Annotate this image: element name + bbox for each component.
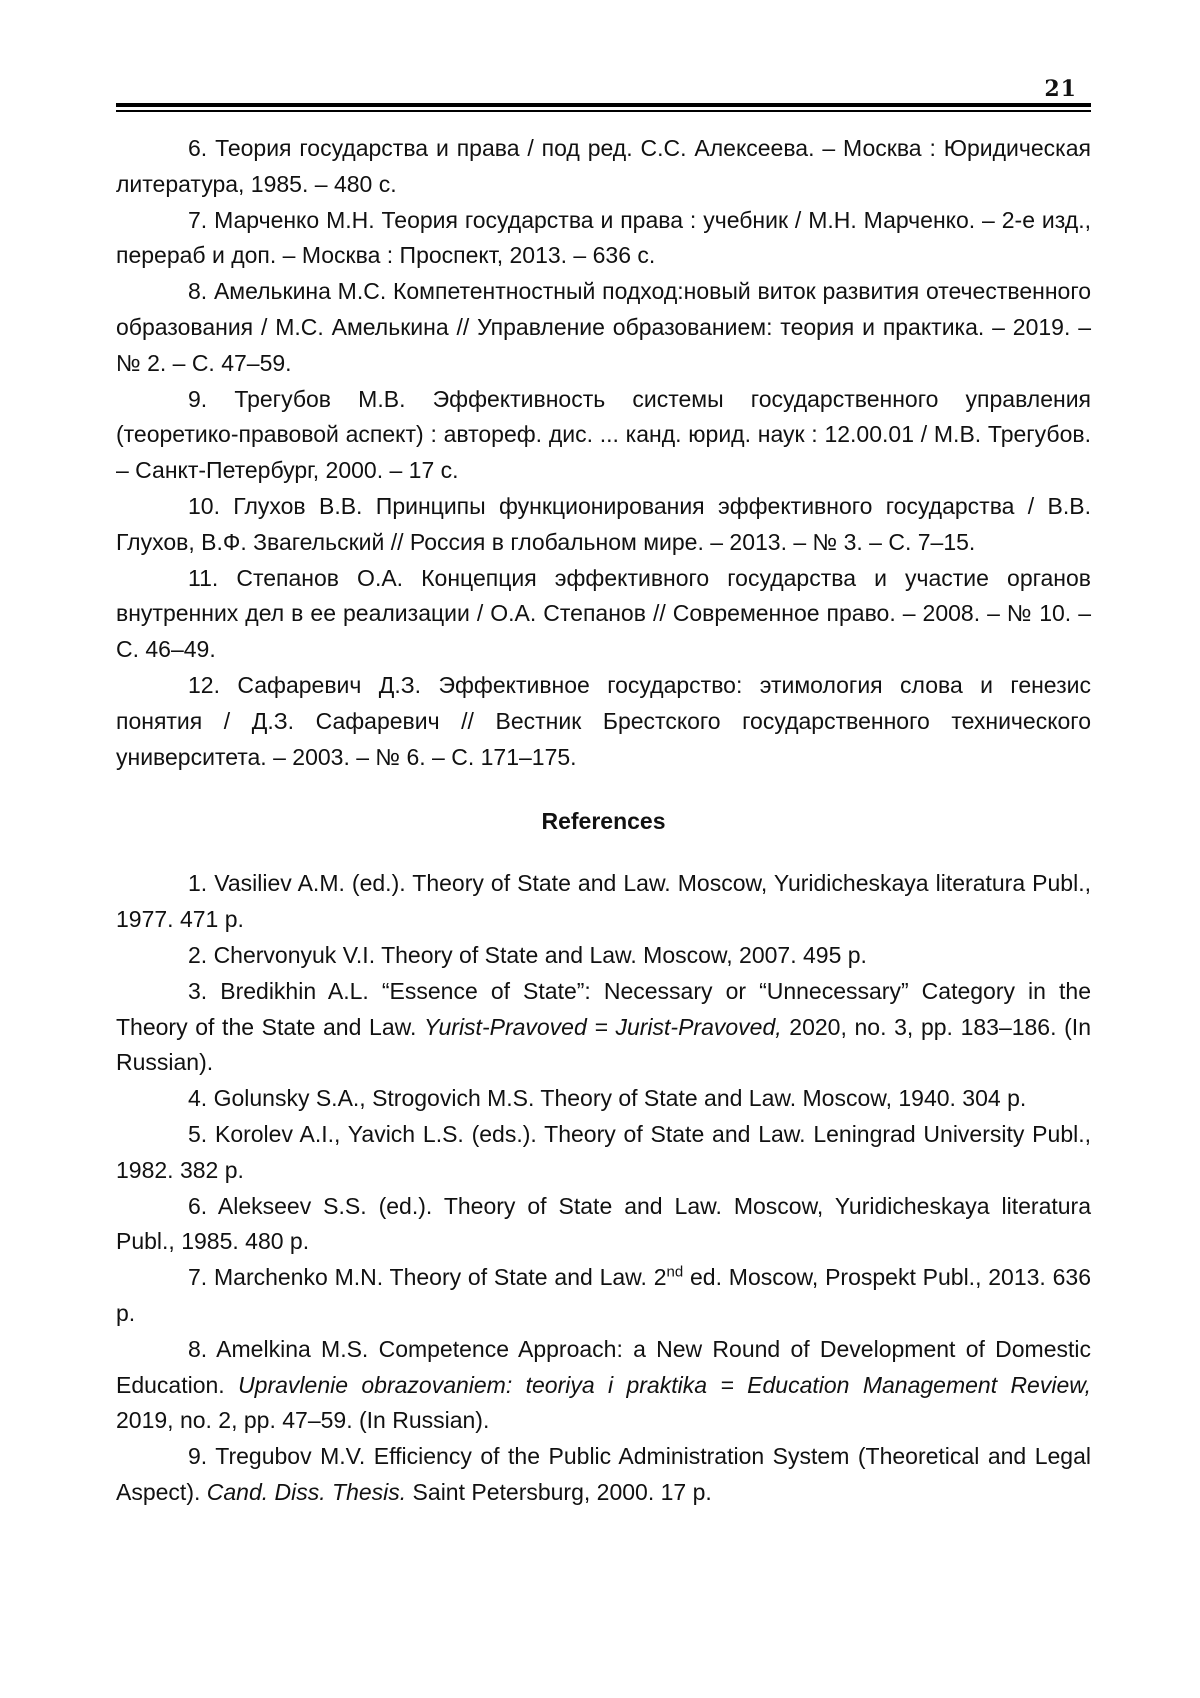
reference-text: 3. Bredikhin A.L. “Essence of State”: Necessary or “Unnecessary” Category in the Theory of the State and Law. (116, 977, 1091, 1040)
reference-entry: 11. Степанов О.А. Концепция эффективного государства и участие органов внутренних дел в ее реализации / О.А. Степанов // Современное право. – 2008. – № 10. – С. 46–49. (116, 564, 1091, 663)
reference-entry: 5. Korolev A.I., Yavich L.S. (eds.). Theory of State and Law. Leningrad University Publ., 1982. 382 p. (116, 1120, 1091, 1183)
reference-text: 9. Tregubov M.V. Efficiency of the Public Administration System (Theoretical and Legal Aspect). (116, 1443, 1091, 1505)
ordinal-superscript: nd (666, 1263, 684, 1281)
reference-thesis-type: Cand. Diss. Thesis. (206, 1478, 407, 1505)
page-number: 21 (1044, 76, 1077, 102)
reference-entry: 4. Golunsky S.A., Strogovich M.S. Theory of State and Law. Moscow, 1940. 304 p. (188, 1085, 1027, 1112)
reference-entry: 7. Марченко М.Н. Теория государства и права : учебник / М.Н. Марченко. – 2-е изд., перераб и доп. – Москва : Проспект, 2013. – 636 с. (116, 206, 1091, 269)
reference-text: 2020, no. 3, pp. 183–186. (In Russian). (116, 1013, 1091, 1076)
page-content (116, 131, 1091, 1511)
reference-entry: 6. Alekseev S.S. (ed.). Theory of State and Law. Moscow, Yuridicheskaya literatura Publ., 1985. 480 p. (116, 1192, 1091, 1255)
reference-entry: 9. Трегубов М.В. Эффективность системы государственного управления (теоретико-правовой аспект) : автореф. дис. ... канд. юрид. наук : 12.00.01 / М.В. Трегубов. – Санкт-Петербург, 2000. – 17 с. (116, 385, 1091, 484)
reference-entry (116, 1332, 1091, 1439)
reference-entry (116, 1260, 1091, 1332)
reference-text: 7. Marchenko M.N. Theory of State and Law. 2 (188, 1264, 667, 1291)
reference-entry: 8. Амелькина М.С. Компетентностный подход:новый виток развития отечественного образования / М.С. Амелькина // Управление образованием: теория и практика. – 2019. – № 2. – С. 47–59. (116, 278, 1091, 376)
document-page (116, 0, 1092, 1505)
page-header (116, 0, 1091, 112)
reference-journal-title: Upravlenie obrazovaniem: teoriya i praktika = Education Management Review, (238, 1371, 1091, 1398)
reference-text: 8. Amelkina M.S. Competence Approach: a New Round of Development of Domestic Education. (116, 1335, 1091, 1398)
reference-entry: 6. Теория государства и права / под ред. С.С. Алексеева. – Москва : Юридическая литература, 1985. – 480 с. (116, 135, 1091, 197)
reference-entry (116, 974, 1091, 1081)
references-heading: References (541, 808, 666, 835)
english-reference-list (116, 866, 1091, 1510)
header-rule-thin (116, 110, 1091, 112)
reference-entry: 12. Сафаревич Д.З. Эффективное государство: этимология слова и генезис понятия / Д.З. Сафаревич // Вестник Брестского государственного технического университета. – 2003. – № 6. – С. 171–175. (116, 671, 1091, 770)
russian-reference-list (116, 131, 1091, 775)
reference-entry: 1. Vasiliev A.M. (ed.). Theory of State and Law. Moscow, Yuridicheskaya literatura Publ., 1977. 471 p. (116, 870, 1091, 933)
references-heading-block (116, 775, 1091, 866)
reference-entry (116, 1439, 1091, 1511)
header-rule-thick (116, 103, 1091, 107)
reference-text: ed. Moscow, Prospekt Publ., 2013. 636 p. (116, 1264, 1092, 1326)
reference-journal-title: Yurist-Pravoved = Jurist-Pravoved, (424, 1013, 782, 1040)
reference-entry: 10. Глухов В.В. Принципы функционирования эффективного государства / В.В. Глухов, В.Ф. Звагельский // Россия в глобальном мире. – 2013. – № 3. – С. 7–15. (116, 492, 1091, 555)
reference-entry: 2. Chervonyuk V.I. Theory of State and Law. Moscow, 2007. 495 p. (188, 941, 867, 968)
reference-text: 2019, no. 2, pp. 47–59. (In Russian). (116, 1407, 490, 1434)
reference-text: Saint Petersburg, 2000. 17 p. (406, 1478, 712, 1505)
